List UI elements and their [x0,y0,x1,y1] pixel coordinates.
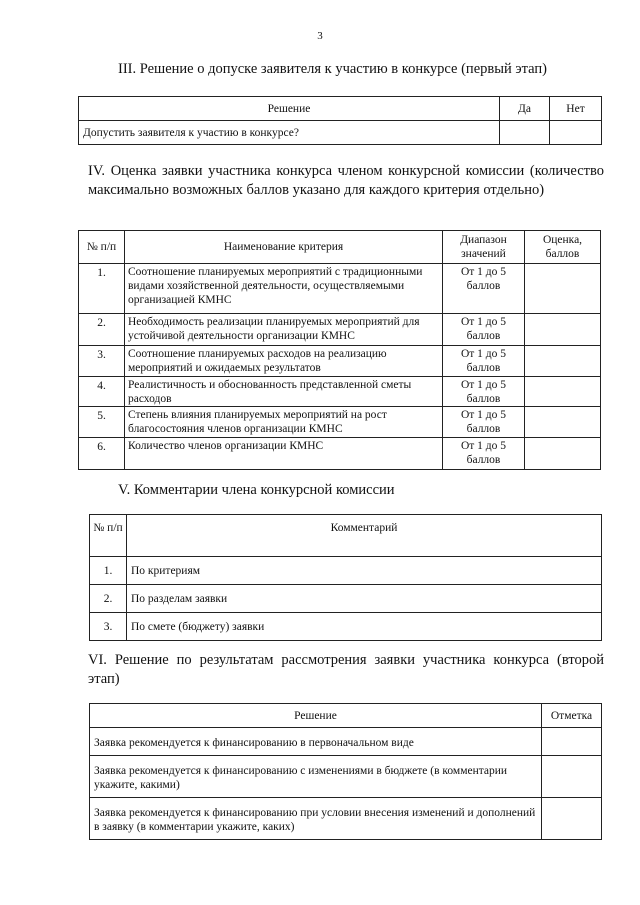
decision-option: Заявка рекомендуется к финансированию с изменениями в бюджете (в комментарии укажите, какими) [90,756,542,798]
table-header-row [79,231,601,264]
section-5-heading: V. Комментарии члена конкурсной комиссии [118,482,395,498]
range-text: От 1 до 5 баллов [443,438,525,470]
admission-question: Допустить заявителя к участию в конкурсе? [79,121,500,145]
score-header: Оценка, баллов [525,231,601,264]
comments-table [89,514,602,641]
table-row [79,346,601,377]
mark-cell[interactable] [542,798,602,840]
table-row [79,438,601,470]
row-number: 3. [90,613,127,641]
range-text: От 1 до 5 баллов [443,346,525,377]
table-row [79,121,602,145]
score-cell[interactable] [525,407,601,438]
table-row [79,377,601,407]
mark-cell[interactable] [542,728,602,756]
range-text: От 1 до 5 баллов [443,377,525,407]
score-cell[interactable] [525,346,601,377]
range-text: От 1 до 5 баллов [443,264,525,314]
table-row [90,557,602,585]
score-cell[interactable] [525,438,601,470]
row-number: 2. [79,314,125,346]
row-number: 1. [79,264,125,314]
table-header-row [90,515,602,557]
table-row [79,314,601,346]
admission-decision-table [78,96,602,145]
decision-header: Решение [90,704,542,728]
mark-cell[interactable] [542,756,602,798]
yes-cell[interactable] [500,121,550,145]
section-3-heading: III. Решение о допуске заявителя к участию в конкурсе (первый этап) [118,61,547,77]
final-decision-table [89,703,602,840]
no-header: Нет [550,97,602,121]
score-cell[interactable] [525,377,601,407]
table-header-row [90,704,602,728]
row-number: 3. [79,346,125,377]
criterion-text: Количество членов организации КМНС [125,438,443,470]
table-row [90,756,602,798]
score-cell[interactable] [525,314,601,346]
criterion-text: Соотношение планируемых расходов на реализацию мероприятий и ожидаемых результатов [125,346,443,377]
no-cell[interactable] [550,121,602,145]
criteria-evaluation-table [78,230,601,470]
row-number: 4. [79,377,125,407]
comment-cell[interactable]: По смете (бюджету) заявки [127,613,602,641]
section-6-heading: VI. Решение по результатам рассмотрения заявки участника конкурса (второй этап) [88,652,604,687]
table-row [90,613,602,641]
criterion-text: Соотношение планируемых мероприятий с традиционными видами хозяйственной деятельности, осуществляемыми организацией КМНС [125,264,443,314]
row-number: 5. [79,407,125,438]
criterion-text: Степень влияния планируемых мероприятий на рост благосостояния членов организации КМНС [125,407,443,438]
table-row [90,728,602,756]
range-text: От 1 до 5 баллов [443,407,525,438]
comment-cell[interactable]: По разделам заявки [127,585,602,613]
row-number: 6. [79,438,125,470]
mark-header: Отметка [542,704,602,728]
criterion-header: Наименование критерия [125,231,443,264]
num-header: № п/п [79,231,125,264]
row-number: 2. [90,585,127,613]
range-text: От 1 до 5 баллов [443,314,525,346]
comment-cell[interactable]: По критериям [127,557,602,585]
yes-header: Да [500,97,550,121]
decision-option: Заявка рекомендуется к финансированию при условии внесения изменений и дополнений в заявку (в комментарии укажите, каких) [90,798,542,840]
decision-option: Заявка рекомендуется к финансированию в первоначальном виде [90,728,542,756]
range-header: Диапазон значений [443,231,525,264]
page-number: 3 [317,30,323,42]
comment-header: Комментарий [127,515,602,557]
decision-header: Решение [79,97,500,121]
table-row [79,264,601,314]
num-header: № п/п [90,515,127,557]
score-cell[interactable] [525,264,601,314]
section-4-heading: IV. Оценка заявки участника конкурса членом конкурсной комиссии (количество максимально возможных баллов указано для каждого критерия отдельно) [88,163,604,198]
criterion-text: Необходимость реализации планируемых мероприятий для устойчивой деятельности организации КМНС [125,314,443,346]
criterion-text: Реалистичность и обоснованность представленной сметы расходов [125,377,443,407]
row-number: 1. [90,557,127,585]
table-row [90,798,602,840]
table-row [79,407,601,438]
table-header-row [79,97,602,121]
table-row [90,585,602,613]
